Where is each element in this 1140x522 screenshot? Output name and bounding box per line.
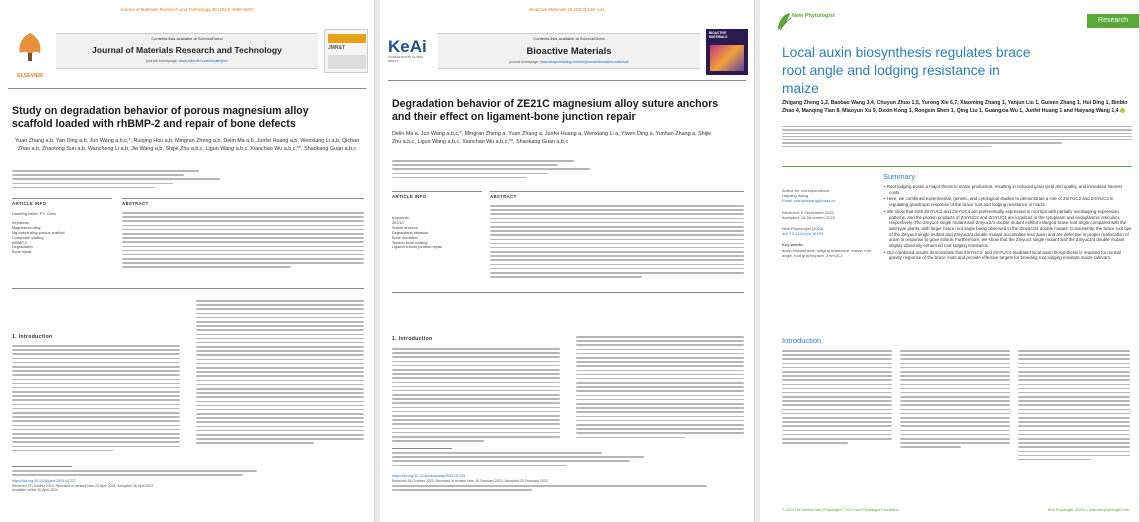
abstract-heading: ABSTRACT bbox=[490, 194, 517, 199]
keyword: Tendon-bone healing bbox=[392, 240, 428, 245]
footer-right: New Phytologist (2023) 1 www.newphytologist.com bbox=[1047, 508, 1129, 512]
correspondence-name: Haiyang Wang bbox=[782, 193, 809, 199]
journal-header-box bbox=[438, 33, 700, 69]
intro-column-right bbox=[576, 336, 744, 441]
journal-cover bbox=[324, 29, 368, 73]
summary-bullet: • We show that both ZmYUC2 and ZmYUC4 are preferentially expressed in root tips with partially overlapping expression patterns, and the protein products of ZmYUC2 and ZmYUC4 are localized in the cytoplasm and endoplasmic reticulum, respectively. The Zmyuc4 single mutant and Zmyuc2/4 double mutant exhibit enlarged brace root angle compared with the wild-type plants, with larger brace root angle being observed in the Zmyuc2/4 double mutant. Consistently, the brace root tips of the Zmyuc4 single mutant and Zmyuc2/4 double mutant accumulate less auxin and are defective in proper reallocation of auxin in response to gravi stimuli. Furthermore, we show that the Zmyuc4 single mutant and the Zmyuc2/4 double mutant display obviously enhanced root lodging resistance. bbox=[884, 208, 1132, 249]
keyword: Degradation bbox=[12, 245, 33, 250]
keywords-block bbox=[392, 216, 487, 250]
intro-column-left bbox=[782, 350, 892, 446]
keyword: ZE21C bbox=[392, 220, 404, 225]
footer-block bbox=[392, 452, 742, 495]
abstract-rule bbox=[122, 198, 364, 199]
summary-heading: Summary bbox=[883, 172, 916, 181]
received-dates: Received 27 October 2023; Received in revised form 22 April 2024; Accepted 26 April 2024 bbox=[12, 483, 154, 488]
summary-bullet-text: Here, we combined experimental, genetic, and cytological studies to demonstrate a role of ZmYUC2 and ZmYUC4 in regulating gravitropic response of the brace root and lodging resistance in maize. bbox=[886, 196, 1114, 208]
homepage-label: journal homepage: bbox=[509, 60, 540, 64]
article-title: Degradation behavior of ZE21C magnesium alloy suture anchors and their effect on ligament-bone junction repair bbox=[392, 98, 719, 123]
summary-rule bbox=[782, 166, 1132, 167]
affiliations bbox=[392, 160, 652, 181]
keywords-heading: Key words: bbox=[782, 242, 804, 248]
received-dates: Received 18 October 2022; Received in revised form 16 February 2023; Accepted 20 February 2023 bbox=[392, 478, 548, 483]
info-rule bbox=[392, 191, 482, 192]
keai-logo bbox=[388, 38, 434, 63]
article-title: Study on degradation behavior of porous magnesium alloy scaffold loaded with rhBMP-2 and repair of bone defects bbox=[12, 105, 309, 130]
keywords-heading: Keywords: bbox=[12, 220, 30, 225]
homepage-link[interactable]: www.keaipublishing.com/en/journals/bioactive-materials bbox=[540, 60, 629, 64]
summary-bullet-text: Our combined results demonstrate that ZmYUC2- and ZmYUC4-mediated local auxin biosynthesis is required for normal gravity response of the brace roots and provide effective targets for breeding root lodging resistant maize cultivars. bbox=[886, 249, 1121, 261]
orcid-icon[interactable] bbox=[1120, 108, 1125, 113]
author-list bbox=[782, 100, 1132, 116]
summary-bullet: • Root lodging poses a major threat to maize production, resulting in reduced grain yield and quality, and increased harvest costs. bbox=[884, 184, 1122, 195]
footer-block bbox=[12, 470, 362, 493]
journal-header-box bbox=[56, 33, 318, 69]
keywords-list: auxin biosynthesis, lodging resistance, maize, root angle, root gravitropism, ZmYUC2 bbox=[782, 247, 872, 258]
doi-link[interactable]: doi: 10.1111/nph.18703 bbox=[782, 231, 824, 237]
homepage-link[interactable]: www.elsevier.com/locate/jmrt bbox=[178, 59, 228, 63]
keyword: Composite coating bbox=[12, 235, 44, 240]
author-list: Yuan Zhang a,b, Yan Ding a,b, Jun Wang a,b,c,*, Ruiqing Hou a,b, Mingran Zheng a,b, Delin Ma a,b, Junfei Huang a,b, Wenxiang Li a,b, Qichao Zhao a,b, Zhaotong Sun a,b, Wancheng Li a,b, Jie Wang a,b, Shijie Zhu a,b,c, Liguo Wang a,b,c, Xiaochao Wu a,b,c,**, Shaokang Guan a,b,c bbox=[14, 138, 360, 152]
keywords-block bbox=[12, 212, 112, 255]
summary-bullet: • Here, we combined experimental, genetic, and cytological studies to demonstrate a role of ZmYUC2 and ZmYUC4 in regulating gravitropic response of the brace root and lodging resistance in maize. bbox=[884, 196, 1114, 208]
abstract-rule bbox=[490, 191, 744, 192]
contents-text: Contents lists available at ScienceDirect bbox=[533, 36, 605, 41]
keyword: Degradation behavior bbox=[392, 230, 429, 235]
header-rule bbox=[8, 88, 366, 89]
journal-citation: New Phytologist (2023) bbox=[782, 226, 824, 232]
intro-column-left bbox=[12, 345, 180, 454]
received-date: Received: 6 September 2022 bbox=[782, 209, 834, 215]
journal-logo-text: New Phytologist bbox=[792, 13, 835, 19]
cover-label: JMR&T bbox=[328, 45, 346, 51]
abstract-text bbox=[122, 212, 364, 271]
doi-link[interactable]: https://doi.org/10.1016/j.jmrt.2024.04.227 bbox=[12, 479, 76, 483]
cover-image bbox=[328, 55, 366, 69]
paper-page-bioactive bbox=[380, 0, 755, 522]
keywords-heading: Keywords: bbox=[392, 216, 410, 220]
keyword: Suture anchors bbox=[392, 225, 418, 230]
introduction-heading: Introduction bbox=[782, 336, 822, 345]
homepage-label: journal homepage: bbox=[146, 59, 178, 63]
publisher-name: ELSEVIER bbox=[17, 73, 43, 79]
affiliations bbox=[782, 126, 1132, 149]
intro-column-left bbox=[392, 348, 560, 444]
journal-title: Bioactive Materials bbox=[526, 45, 612, 56]
correspondence-email[interactable]: Email: wanghaiyang@caas.cn bbox=[782, 198, 836, 204]
article-sidebar bbox=[782, 188, 877, 258]
keyword: Bone repair bbox=[12, 250, 32, 255]
cover-band bbox=[328, 34, 366, 43]
footer-left: © 2023 The Authors New Phytologist © 2023 New Phytologist Foundation bbox=[782, 508, 900, 512]
contents-text: Contents lists available at ScienceDirect bbox=[151, 36, 223, 41]
keyword: Magnesium alloy bbox=[12, 225, 41, 230]
header-rule bbox=[388, 80, 746, 81]
introduction-heading: 1. Introduction bbox=[392, 336, 433, 342]
correspondence-label: Author for correspondence: bbox=[782, 188, 831, 193]
abstract-heading: ABSTRACT bbox=[122, 201, 149, 206]
keyword: Bone formation bbox=[392, 235, 418, 240]
journal-title: Journal of Materials Research and Technology bbox=[92, 45, 282, 55]
journal-homepage bbox=[438, 60, 700, 64]
abstract-end-rule bbox=[12, 288, 364, 289]
paper-page-jmrt bbox=[0, 0, 375, 522]
affiliations bbox=[12, 170, 272, 191]
author-list: Delin Ma a, Jun Wang a,b,c,*, Mingran Zheng a, Yuan Zhang a, Junfei Huang a, Wenxiang Li a, Yiwen Ding a, Yunhao Zhang a, Shijie Zhu a,b,c, Liguo Wang a,b,c, Xiaochao Wu a,b,c,**, Shaokang Guan a,b,c bbox=[392, 131, 712, 145]
summary-bullet-text: We show that both ZmYUC2 and ZmYUC4 are preferentially expressed in root tips with partially overlapping expression patterns, and the protein products of ZmYUC2 and ZmYUC4 are localized in the cytoplasm and endoplasmic reticulum, respectively. The Zmyuc4 single mutant and Zmyuc2/4 double mutant exhibit enlarged brace root angle compared with the wild-type plants, with larger brace root angle being observed in the Zmyuc2/4 double mutant. Consistently, the brace root tips of the Zmyuc4 single mutant and Zmyuc2/4 double mutant accumulate less auxin and are defective in proper reallocation of auxin in response to gravi stimuli. Furthermore, we show that the Zmyuc4 single mutant and the Zmyuc2/4 double mutant display obviously enhanced root lodging resistance. bbox=[886, 208, 1132, 249]
keyword: rhBMP-2 bbox=[12, 240, 27, 245]
footnote-lines bbox=[392, 452, 742, 474]
contents-line bbox=[56, 36, 318, 41]
info-rule bbox=[12, 198, 112, 199]
intro-column-middle bbox=[900, 350, 1010, 451]
footnote-rule bbox=[12, 466, 72, 467]
footnote-rule bbox=[392, 448, 452, 449]
article-title: Local auxin biosynthesis regulates brace root angle and lodging resistance in maize bbox=[782, 45, 1031, 96]
footnote-lines bbox=[12, 470, 362, 479]
keai-tagline: CHINESE ROOTS GLOBAL IMPACT bbox=[388, 55, 424, 63]
cover-label: BIOACTIVE MATERIALS bbox=[709, 31, 728, 39]
keyword: Ligament-bone junction repair bbox=[392, 245, 443, 250]
license-lines bbox=[392, 485, 742, 495]
abstract-end-rule bbox=[392, 292, 744, 293]
available-online: Available online 30 April 2024 bbox=[12, 488, 58, 492]
summary-bullet: • Our combined results demonstrate that ZmYUC2- and ZmYUC4-mediated local auxin biosynthesis is required for normal gravity response of the brace roots and provide effective targets for breeding root lodging resistant maize cultivars. bbox=[884, 249, 1121, 261]
journal-reference: Bioactive Materials 26 (2023) 128–141 bbox=[529, 7, 605, 12]
elsevier-logo bbox=[8, 29, 52, 71]
journal-homepage bbox=[56, 59, 318, 63]
intro-column-right bbox=[196, 300, 364, 447]
keyword: Mg-based alloy porous scaffold bbox=[12, 230, 65, 235]
cover-image bbox=[710, 45, 744, 71]
abstract-text bbox=[490, 205, 744, 280]
contents-line bbox=[438, 36, 700, 41]
article-info-heading: ARTICLE INFO bbox=[392, 194, 427, 199]
doi-link[interactable]: https://doi.org/10.1016/j.bioactmat.2023.02.025 bbox=[392, 474, 466, 478]
accepted-date: Accepted: 18 December 2022 bbox=[782, 214, 835, 220]
summary-box bbox=[883, 172, 1133, 342]
keai-wordmark: KeAi bbox=[388, 37, 427, 56]
paper-page-new-phytologist bbox=[760, 0, 1140, 522]
summary-bullet-text: Root lodging poses a major threat to maize production, resulting in reduced grain yield and quality, and increased harvest costs. bbox=[886, 184, 1122, 195]
article-info-heading: ARTICLE INFO bbox=[12, 201, 47, 206]
intro-column-right bbox=[1018, 350, 1130, 463]
research-badge: Research bbox=[1087, 14, 1139, 28]
journal-cover bbox=[706, 29, 748, 75]
journal-reference: Journal of Materials Research and Technology 30 (2024) 4990–5007 bbox=[120, 7, 254, 12]
handling-editor: Handling editor: P.Y. Chen bbox=[12, 212, 56, 216]
introduction-heading: 1. Introduction bbox=[12, 334, 53, 340]
authors-text: Zhigang Zheng 1,2, Baobao Wang 3,4, Chuyun Zhuo 1,5, Yurong Xie 6,7, Xiaoming Zhang 1, Yanjun Liu 1, Guisen Zhang 1, Hui Ding 1, Binbin Zhao 4, Manqing Tian 8, Miaoyun Xu 9, Dexin Kong 1, Rongxin Shen 1, Qing Liu 1, Guangxia Wu 1, Junfei Huang 1 and Haiyang Wang 1,4 bbox=[782, 100, 1128, 114]
